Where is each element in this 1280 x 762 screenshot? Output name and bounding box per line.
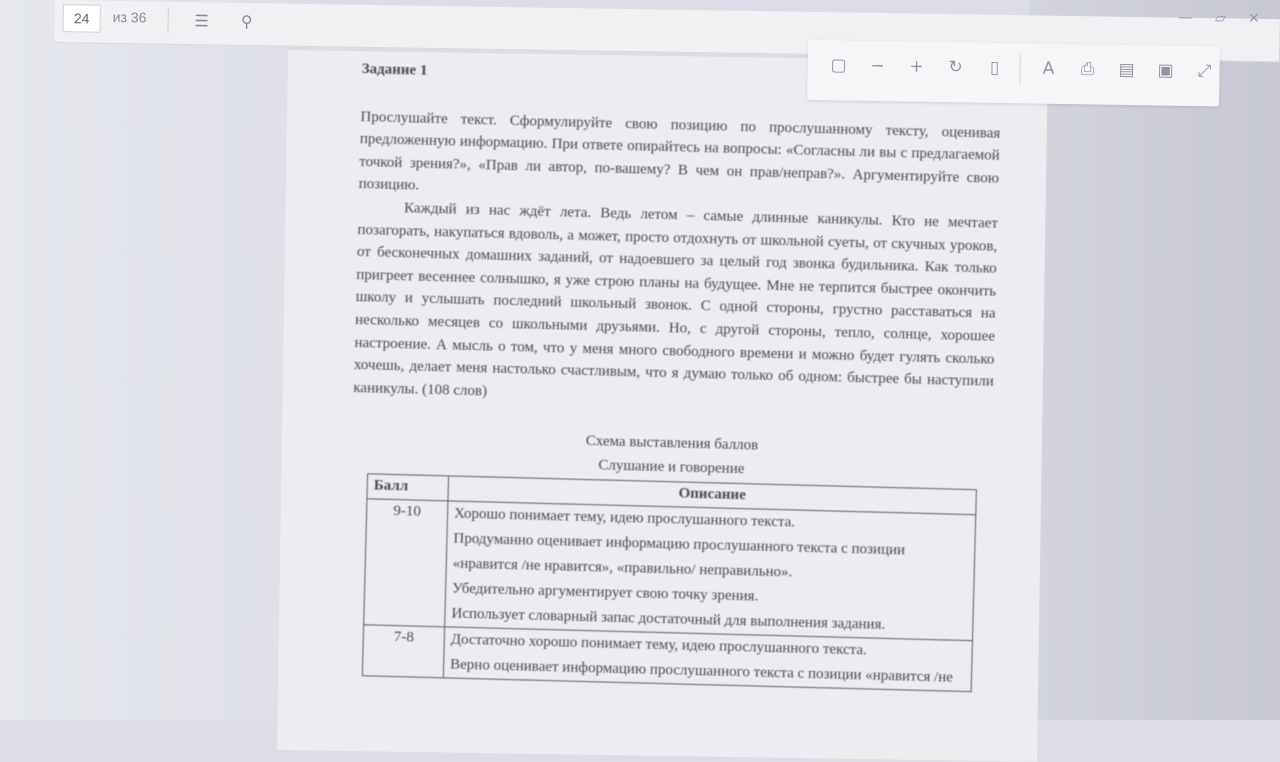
background-left <box>0 0 290 720</box>
restore-icon[interactable]: ▱ <box>1214 10 1226 27</box>
minimize-icon[interactable]: — <box>1178 9 1193 26</box>
description-line: Продуманно оценивает информацию прослушанного текста с позиции <box>453 530 906 559</box>
page-total-label: из 36 <box>112 8 147 26</box>
score-cell: 9-10 <box>364 499 448 627</box>
column-header-score: Балл <box>367 474 449 501</box>
description-line: Использует словарный запас достаточный для выполнения задания. <box>451 605 886 634</box>
search-icon[interactable]: ⚲ <box>240 11 253 32</box>
toolbar-divider <box>167 8 168 34</box>
rotate-icon[interactable]: ↻ <box>948 57 963 78</box>
page-number-field[interactable]: 24 <box>62 4 100 33</box>
task-instructions: Прослушайте текст. Сформулируйте свою позицию по прослушанному тексту, оценивая предложенную информацию. При ответе опирайтесь на вопросы: «Согласны ли вы с предлагаемой точкой зрения?», «Прав ли автор, по-вашему? В чем он прав/неправ?». Аргументируйте свою позицию. <box>358 108 1001 194</box>
task-title: Задание 1 <box>361 60 428 79</box>
description-line: Хорошо понимает тему, идею прослушанного текста. <box>453 505 796 531</box>
scoring-table <box>362 474 977 693</box>
page-view-icon[interactable]: ▯ <box>989 57 1000 79</box>
zoom-in-icon[interactable]: + <box>909 56 924 77</box>
close-icon[interactable]: ✕ <box>1247 10 1260 27</box>
column-header-description: Описание <box>448 476 976 515</box>
select-icon[interactable]: ▤ <box>1118 59 1135 81</box>
text-size-icon[interactable]: A <box>1042 58 1055 79</box>
list-icon[interactable]: ☰ <box>194 11 210 31</box>
background-right <box>1030 0 1280 720</box>
description-line: Убедительно аргументирует свою точку зрения. <box>451 580 759 605</box>
description-line: Достаточно хорошо понимает тему, идею прослушанного текста. <box>450 631 868 659</box>
listening-passage: Каждый из нас ждёт лета. Ведь летом – самые длинные каникулы. Кто не мечтает позагорать, накупаться вдоволь, а может, просто отдохнуть от школьной суеты, от скучных уроков, от бесконечных домашних заданий, от надоевшего за целый год звонка будильника. Как только пригреет весеннее солнышко, я уже строю планы на будущее. Мне не терпится быстрее окончить школу и услышать последний школьный звонок. С одной стороны, грустно расставаться на несколько месяцев со школьными друзьями. Но, с другой стороны, тепло, солнце, хорошее настроение. А мысль о том, что у меня много свободного времени и можно будет гулять сколько хочешь, делает меня настолько счастливым, что я думаю только об одном: быстрее бы наступили каникулы. (108 слов) <box>353 200 999 400</box>
scoring-scheme-title: Схема выставления баллов <box>585 433 759 454</box>
document-content <box>346 58 1002 693</box>
fit-page-icon[interactable]: ▢ <box>830 55 847 76</box>
window-controls <box>1160 9 1260 27</box>
description-cell <box>445 501 976 641</box>
scoring-scheme-subtitle: Слушание и говорение <box>598 457 745 478</box>
save-icon[interactable]: ▣ <box>1157 60 1174 81</box>
description-line: Верно оценивает информацию прослушанного текста с позиции «нравится /не <box>449 656 954 686</box>
description-line: «нравится /не нравится», «правильно/ неправильно». <box>452 555 793 581</box>
score-cell: 7-8 <box>362 625 444 678</box>
print-icon[interactable]: ⎙ <box>1080 59 1095 80</box>
fullscreen-icon[interactable]: ⤢ <box>1197 61 1212 82</box>
zoom-out-icon[interactable]: − <box>870 55 885 77</box>
table-row <box>364 499 976 641</box>
toolbar-divider <box>1019 53 1020 83</box>
